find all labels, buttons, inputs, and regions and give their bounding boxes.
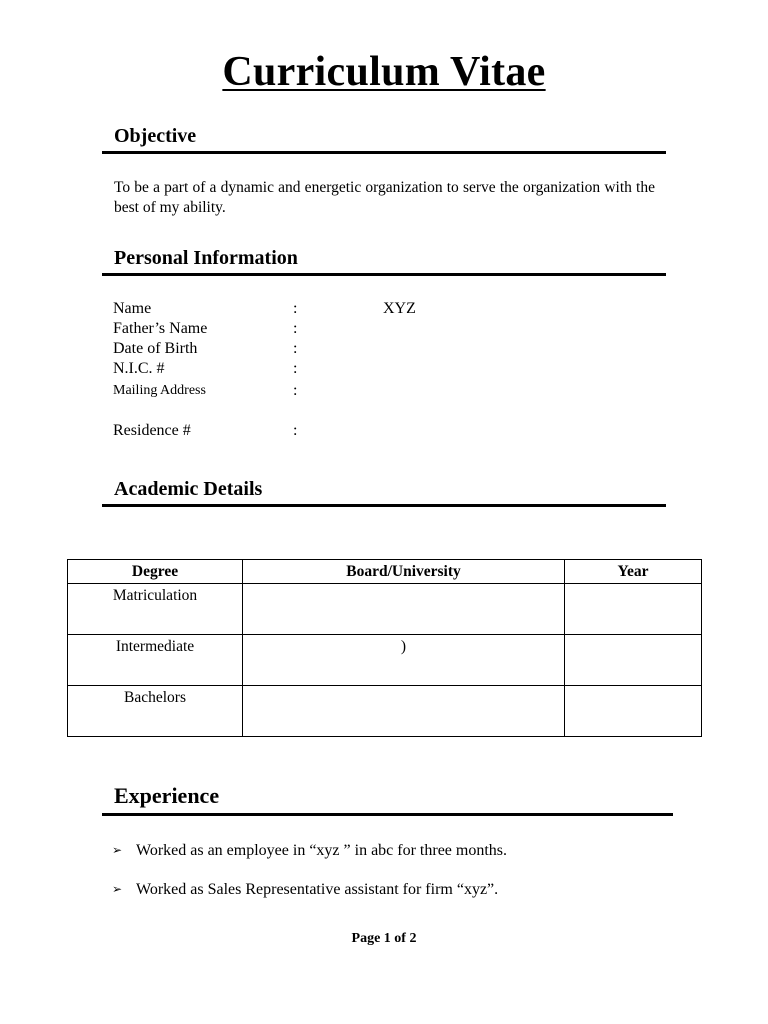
- info-row-residence: [113, 421, 633, 441]
- info-value: XYZ: [383, 300, 416, 317]
- table-row: [68, 635, 702, 686]
- experience-heading: Experience: [102, 780, 673, 816]
- personal-information-heading: Personal Information: [102, 244, 666, 276]
- info-row-mailing-address: [113, 381, 633, 401]
- table-cell: Matriculation: [68, 584, 243, 635]
- table-cell: [565, 584, 702, 635]
- document-title: Curriculum Vitae: [222, 49, 546, 95]
- objective-heading: Objective: [102, 122, 666, 154]
- info-colon: :: [293, 300, 298, 317]
- info-label: Mailing Address: [113, 383, 206, 398]
- table-row: [68, 584, 702, 635]
- info-row-fathers-name: [113, 319, 633, 339]
- experience-item-text: Worked as an employee in “xyz ” in abc for three months.: [136, 842, 508, 859]
- info-colon: :: [293, 340, 298, 357]
- info-colon: :: [293, 422, 298, 439]
- column-header-degree: Degree: [68, 560, 243, 584]
- table-cell: ): [243, 635, 565, 686]
- list-item: [112, 840, 507, 861]
- info-colon: :: [293, 320, 298, 337]
- list-item: [112, 879, 498, 900]
- column-header-board: Board/University: [243, 560, 565, 584]
- table-cell: [243, 584, 565, 635]
- info-label: Name: [113, 300, 152, 317]
- info-row-nic: [113, 359, 633, 379]
- table-cell: Intermediate: [68, 635, 243, 686]
- info-row-date-of-birth: [113, 339, 633, 359]
- column-header-year: Year: [565, 560, 702, 584]
- info-label: Date of Birth: [113, 340, 198, 357]
- info-label: N.I.C. #: [113, 360, 165, 377]
- table-row: [68, 686, 702, 737]
- arrow-bullet-icon: ➢: [112, 843, 123, 857]
- info-row-name: [113, 299, 633, 319]
- info-label: Father’s Name: [113, 320, 208, 337]
- table-cell: [565, 686, 702, 737]
- info-label: Residence #: [113, 422, 191, 439]
- table-cell: Bachelors: [68, 686, 243, 737]
- table-cell: [565, 635, 702, 686]
- objective-text: To be a part of a dynamic and energetic organization to serve the organization with the best of my ability.: [114, 179, 655, 216]
- info-colon: :: [293, 360, 298, 377]
- table-header-row: [68, 560, 702, 584]
- experience-item-text: Worked as Sales Representative assistant for firm “xyz”.: [136, 881, 499, 898]
- arrow-bullet-icon: ➢: [112, 882, 123, 896]
- academic-table: [67, 559, 702, 737]
- info-colon: :: [293, 382, 298, 399]
- page-number: Page 1 of 2: [351, 931, 417, 946]
- table-cell: [243, 686, 565, 737]
- academic-details-heading: Academic Details: [102, 475, 666, 507]
